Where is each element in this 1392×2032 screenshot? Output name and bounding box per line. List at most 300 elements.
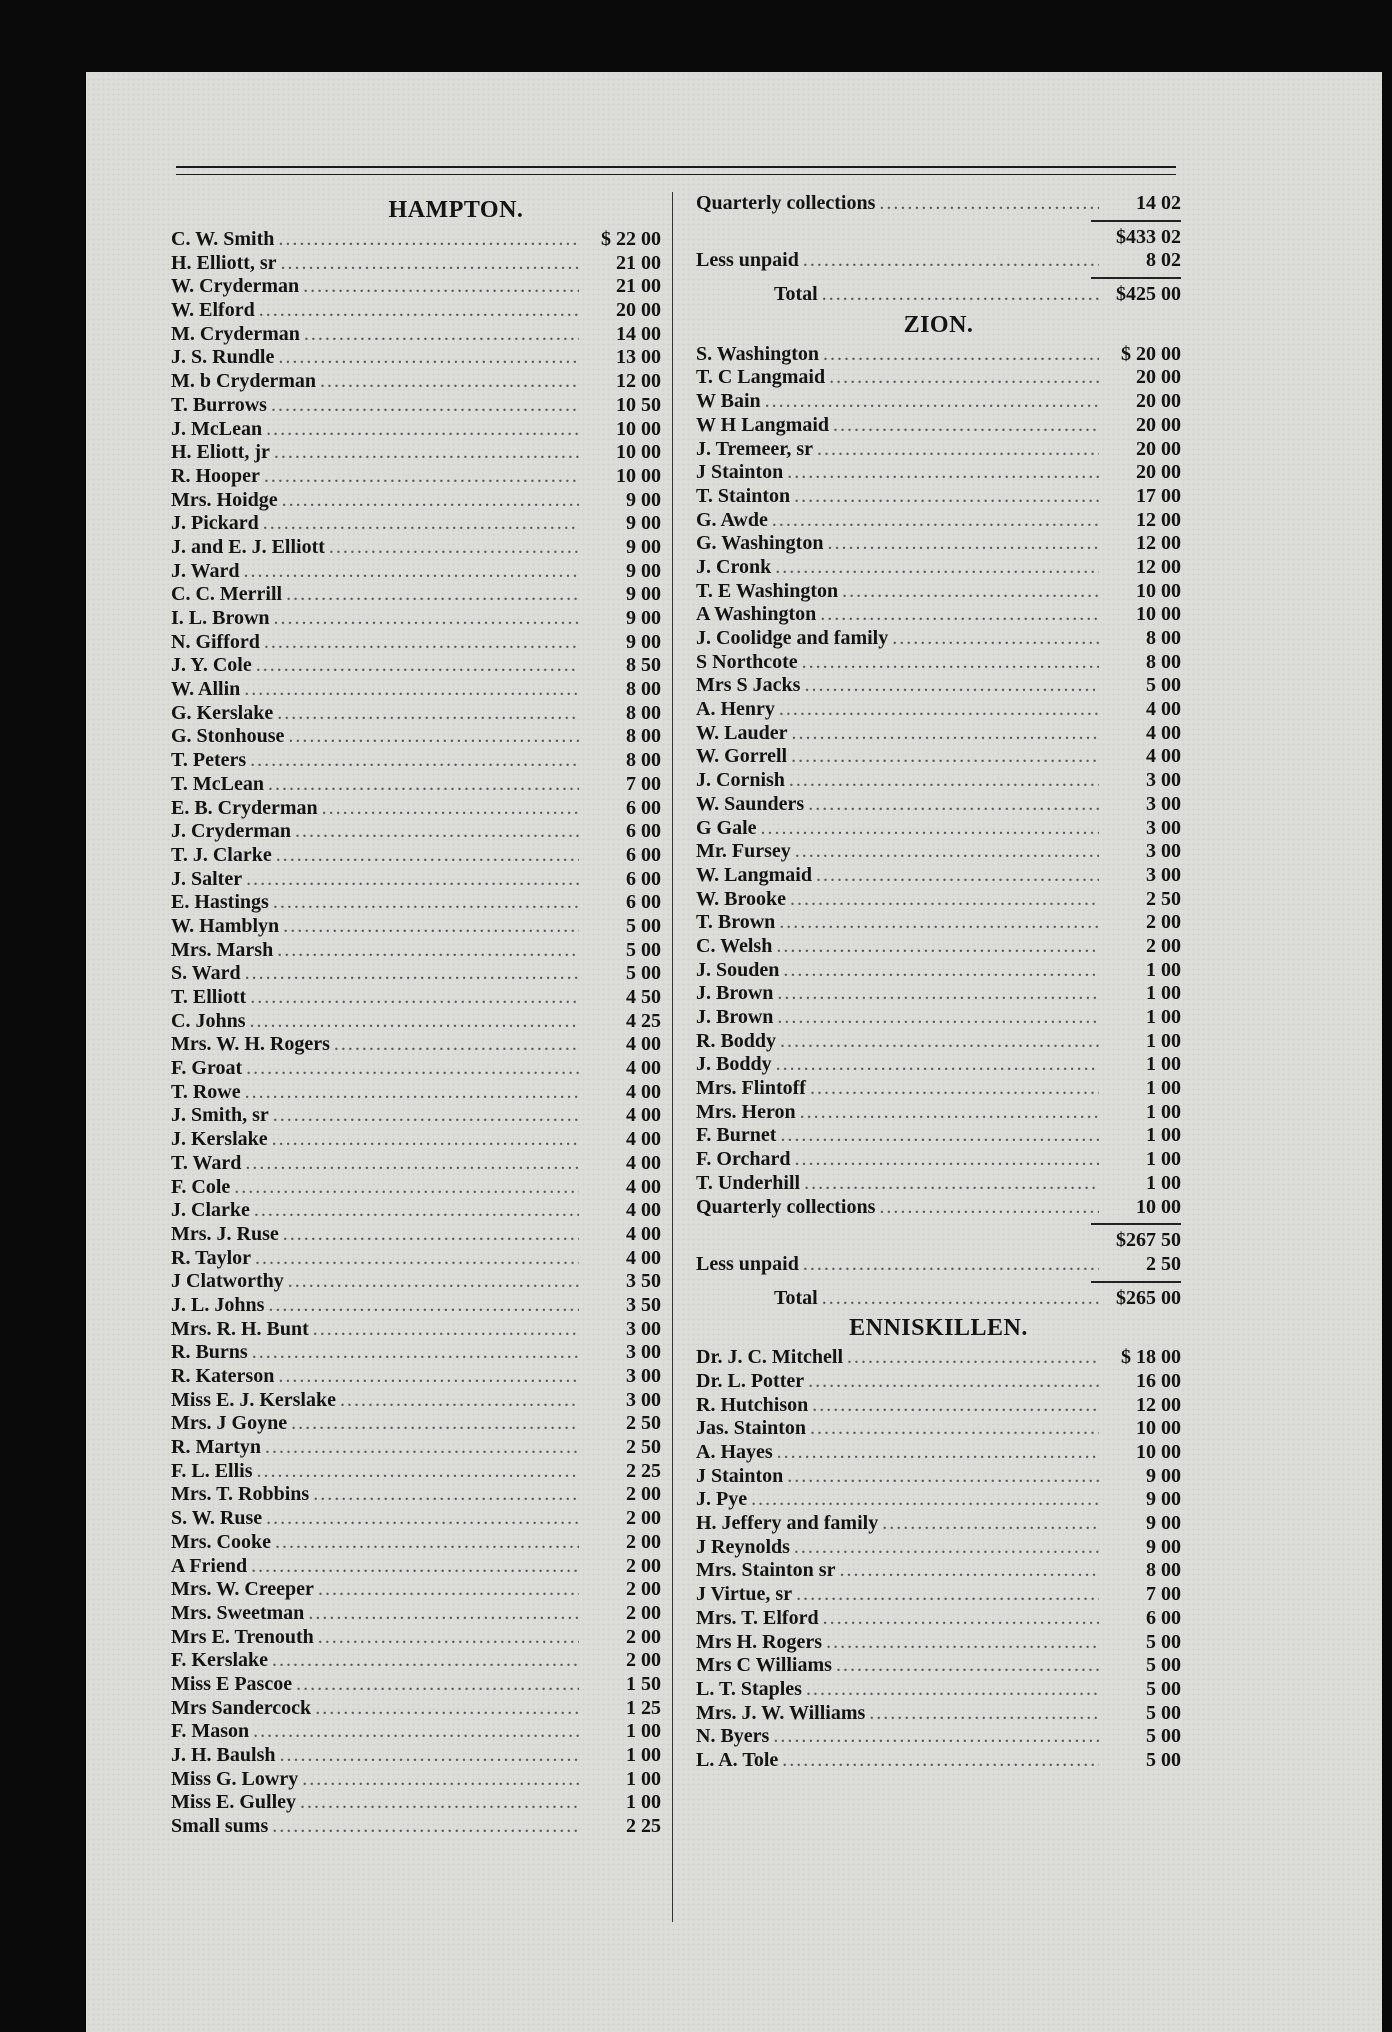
leader-dots <box>257 1460 579 1483</box>
row-name: R. Hooper <box>171 464 260 487</box>
sum-rule <box>1091 277 1181 279</box>
row-name: M. Cryderman <box>171 322 300 345</box>
row-amount: 10 00 <box>1136 603 1181 626</box>
row-amount: 2 00 <box>626 1554 661 1577</box>
subscriber-row <box>696 1702 1181 1726</box>
subscriber-row <box>696 1631 1181 1655</box>
row-amount: 4 00 <box>626 1128 661 1151</box>
subscriber-row <box>696 343 1181 367</box>
row-amount: 1 00 <box>1146 1124 1181 1147</box>
subscriber-row <box>696 1006 1181 1030</box>
hampton-less-unpaid-row <box>696 249 1181 273</box>
row-amount: 3 00 <box>1146 863 1181 886</box>
leader-dots <box>772 509 1099 532</box>
leader-dots <box>340 1389 579 1412</box>
total-label: Total <box>774 283 818 306</box>
row-name: J. Clarke <box>171 1199 250 1222</box>
row-name: F. Mason <box>171 1720 250 1743</box>
row-amount: 8 00 <box>626 678 661 701</box>
subscriber-row <box>171 489 661 513</box>
subscriber-row <box>171 868 661 892</box>
subscriber-row <box>696 580 1181 604</box>
subscriber-row <box>696 414 1181 438</box>
leader-dots <box>272 1128 579 1151</box>
leader-dots <box>334 1033 579 1056</box>
leader-dots <box>803 249 1099 272</box>
row-name: T. J. Clarke <box>171 843 272 866</box>
leader-dots <box>827 532 1099 555</box>
leader-dots <box>266 1507 579 1530</box>
row-amount: 4 25 <box>626 1009 661 1032</box>
leader-dots <box>246 868 579 891</box>
subscriber-row <box>696 556 1181 580</box>
leader-dots <box>892 627 1099 650</box>
leader-dots <box>234 1176 579 1199</box>
leader-dots <box>804 674 1099 697</box>
row-name: Miss E Pascoe <box>171 1672 293 1695</box>
leader-dots <box>288 1270 579 1293</box>
row-name: A. Hayes <box>696 1441 773 1463</box>
total-amount: $265 00 <box>1116 1286 1181 1309</box>
subscriber-row <box>171 394 661 418</box>
subscriber-row <box>171 678 661 702</box>
subtotal-amount: $267 50 <box>1116 1229 1181 1252</box>
row-amount: 12 00 <box>1136 508 1181 531</box>
leader-dots <box>274 607 579 630</box>
row-amount: 4 00 <box>626 1057 661 1080</box>
subscriber-row <box>171 725 661 749</box>
row-name: T. Stainton <box>696 484 791 507</box>
row-name: R. Taylor <box>171 1246 252 1269</box>
leader-dots <box>777 1006 1099 1029</box>
subscriber-row <box>171 1152 661 1176</box>
leader-dots <box>816 864 1099 887</box>
row-name: Dr. L. Potter <box>696 1369 805 1392</box>
row-amount: 2 00 <box>1146 934 1181 957</box>
row-name: L. A. Tole <box>696 1748 779 1771</box>
row-amount: 2 50 <box>626 1412 661 1435</box>
total-amount: $425 00 <box>1116 283 1181 306</box>
row-name: S. Washington <box>696 342 820 365</box>
row-amount: 6 00 <box>626 891 661 914</box>
leader-dots <box>794 485 1099 508</box>
subscriber-row <box>171 1531 661 1555</box>
leader-dots <box>282 489 579 512</box>
leader-dots <box>302 1768 579 1791</box>
row-name: J. Ward <box>171 559 240 582</box>
row-amount: 2 00 <box>626 1625 661 1648</box>
row-amount: 5 00 <box>626 962 661 985</box>
subscriber-row <box>171 1626 661 1650</box>
row-amount: 3 50 <box>626 1293 661 1316</box>
leader-dots <box>252 1341 579 1364</box>
subscriber-row <box>696 769 1181 793</box>
subscriber-row <box>171 1673 661 1697</box>
row-amount: 1 00 <box>626 1767 661 1790</box>
row-name: F. Groat <box>171 1057 243 1080</box>
row-amount: 3 50 <box>626 1270 661 1293</box>
leader-dots <box>251 1555 579 1578</box>
leader-dots <box>780 1030 1099 1053</box>
row-amount: 5 00 <box>1146 1654 1181 1677</box>
row-name: Dr. J. C. Mitchell <box>696 1346 844 1369</box>
row-amount: 4 00 <box>626 1033 661 1056</box>
row-name: Mrs Sandercock <box>171 1696 312 1719</box>
subscriber-row <box>696 1053 1181 1077</box>
row-amount: 21 00 <box>616 275 661 298</box>
subscriber-row <box>696 959 1181 983</box>
subscriber-row <box>696 745 1181 769</box>
row-amount: 8 50 <box>626 654 661 677</box>
subscriber-row <box>696 1654 1181 1678</box>
row-amount: 5 00 <box>1146 674 1181 697</box>
subscriber-row <box>171 915 661 939</box>
row-amount: 12 00 <box>616 370 661 393</box>
subscriber-row <box>171 583 661 607</box>
subscriber-row <box>171 418 661 442</box>
row-amount: 21 00 <box>616 251 661 274</box>
total-label: Total <box>774 1286 818 1309</box>
subscriber-row <box>171 299 661 323</box>
leader-dots <box>245 1081 579 1104</box>
subscriber-row <box>696 1417 1181 1441</box>
subscriber-row <box>171 275 661 299</box>
row-name: T. Rowe <box>171 1080 241 1103</box>
row-amount: 10 00 <box>616 417 661 440</box>
subscriber-row <box>171 346 661 370</box>
row-amount: 4 00 <box>626 1151 661 1174</box>
leader-dots <box>259 299 579 322</box>
section-heading-enniskillen: ENNISKILLEN. <box>849 1315 1028 1342</box>
subscriber-row <box>696 1030 1181 1054</box>
row-name: S. W. Ruse <box>171 1507 263 1530</box>
row-name: J. Salter <box>171 867 243 890</box>
subscriber-row <box>696 888 1181 912</box>
row-name: F. Kerslake <box>171 1649 269 1672</box>
subscriber-row <box>171 560 661 584</box>
subscriber-row <box>696 911 1181 935</box>
leader-dots <box>826 1631 1099 1654</box>
subscriber-row <box>696 1512 1181 1536</box>
leader-dots <box>313 1318 579 1341</box>
leader-dots <box>278 346 579 369</box>
subscriber-row <box>696 1148 1181 1172</box>
row-amount: 17 00 <box>1136 484 1181 507</box>
row-name: J. Pye <box>696 1488 748 1511</box>
row-name: J. Smith, sr <box>171 1104 269 1127</box>
row-amount: 4 00 <box>626 1104 661 1127</box>
row-name: W. Saunders <box>696 792 805 815</box>
row-name: M. b Cryderman <box>171 370 316 393</box>
leader-dots <box>245 1152 579 1175</box>
leader-dots <box>783 959 1099 982</box>
row-amount: 20 00 <box>1136 413 1181 436</box>
leader-dots <box>817 438 1099 461</box>
subscriber-row <box>171 1507 661 1531</box>
leader-dots <box>320 370 579 393</box>
row-amount: 1 00 <box>626 1720 661 1743</box>
row-amount: 10 00 <box>1136 1195 1181 1218</box>
subscriber-row <box>696 698 1181 722</box>
subscriber-row <box>696 722 1181 746</box>
row-amount: 6 00 <box>626 843 661 866</box>
subscriber-row <box>696 366 1181 390</box>
row-name: C. Johns <box>171 1009 246 1032</box>
row-amount: 7 00 <box>626 772 661 795</box>
row-name: Mrs. J. Ruse <box>171 1222 279 1245</box>
row-amount: 9 00 <box>1146 1512 1181 1535</box>
row-name: Mrs. Heron <box>696 1100 796 1123</box>
row-name: G. Stonhouse <box>171 725 285 748</box>
row-amount: 3 00 <box>1146 840 1181 863</box>
subscriber-row <box>696 485 1181 509</box>
row-name: W. Hamblyn <box>171 914 280 937</box>
row-name: C. C. Merrill <box>171 583 283 606</box>
hampton-list <box>171 228 661 1839</box>
row-amount: 4 50 <box>626 986 661 1008</box>
subscriber-row <box>696 1370 1181 1394</box>
row-name: G Gale <box>696 816 757 839</box>
row-name: W. Gorrell <box>696 745 788 768</box>
row-amount: 6 00 <box>626 867 661 890</box>
subscriber-row <box>171 1412 661 1436</box>
leader-dots <box>789 769 1099 792</box>
leader-dots <box>283 915 579 938</box>
leader-dots <box>803 1253 1099 1276</box>
leader-dots <box>751 1488 1099 1511</box>
row-amount: 5 00 <box>1146 1701 1181 1724</box>
row-amount: 4 00 <box>626 1080 661 1103</box>
subscriber-row <box>696 840 1181 864</box>
leader-dots <box>773 1725 1099 1748</box>
row-amount: 9 00 <box>626 559 661 582</box>
leader-dots <box>879 1196 1099 1219</box>
row-amount: 1 00 <box>626 1744 661 1766</box>
leader-dots <box>244 678 579 701</box>
section-heading-zion: ZION. <box>903 311 974 338</box>
row-amount: 1 00 <box>1146 1077 1181 1100</box>
sum-rule <box>1091 1281 1181 1283</box>
row-name: H. Jeffery and family <box>696 1512 879 1535</box>
row-amount: 8 00 <box>626 701 661 724</box>
row-name: Quarterly collections <box>696 1195 876 1218</box>
subscriber-row <box>171 1483 661 1507</box>
row-amount: 14 00 <box>616 322 661 345</box>
row-amount: 2 00 <box>626 1601 661 1624</box>
leader-dots <box>273 891 579 914</box>
leader-dots <box>273 1104 579 1127</box>
subscriber-row <box>171 1768 661 1792</box>
row-amount: 9 00 <box>626 535 661 558</box>
row-name: J. Cronk <box>696 555 772 578</box>
row-name: J. Cryderman <box>171 820 291 843</box>
row-name: I. L. Brown <box>171 607 270 629</box>
leader-dots <box>272 1815 579 1838</box>
row-amount: 6 00 <box>1146 1606 1181 1629</box>
row-name: J. Souden <box>696 958 780 981</box>
subscriber-row <box>171 1247 661 1271</box>
subscriber-row <box>171 631 661 655</box>
row-amount: 3 00 <box>1146 769 1181 792</box>
row-name: T. E Washington <box>696 579 839 602</box>
subscriber-row <box>696 674 1181 698</box>
subscriber-row <box>696 1196 1181 1220</box>
sum-rule <box>1091 220 1181 222</box>
row-name: Jas. Stainton <box>696 1417 807 1440</box>
row-name: H. Eliott, jr <box>171 441 270 464</box>
row-name: G. Washington <box>696 532 824 555</box>
less-unpaid-label: Less unpaid <box>696 249 799 272</box>
subscriber-row <box>696 1583 1181 1607</box>
row-amount: 20 00 <box>1136 461 1181 484</box>
row-name: J. L. Johns <box>171 1293 265 1316</box>
subscriber-row <box>696 438 1181 462</box>
subscriber-row <box>171 1294 661 1318</box>
row-amount: 8 00 <box>1146 627 1181 649</box>
row-name: Small sums <box>171 1815 269 1838</box>
row-amount: 12 00 <box>1136 555 1181 578</box>
leader-dots <box>277 939 579 962</box>
leader-dots <box>829 366 1099 389</box>
leader-dots <box>268 773 579 796</box>
leader-dots <box>313 1483 579 1506</box>
row-name: E. B. Cryderman <box>171 796 318 819</box>
row-amount: $ 18 00 <box>1121 1346 1181 1369</box>
row-amount: 10 00 <box>1136 1417 1181 1440</box>
row-amount: 8 00 <box>626 749 661 772</box>
row-name: T. Elliott <box>171 986 247 1008</box>
leader-dots <box>847 1346 1099 1369</box>
row-name: R. Hutchison <box>696 1393 809 1416</box>
row-name: J Virtue, sr <box>696 1583 793 1606</box>
hampton-subtotal-row <box>696 226 1181 250</box>
row-name: R. Boddy <box>696 1029 777 1052</box>
leader-dots <box>275 1531 579 1554</box>
leader-dots <box>244 560 579 583</box>
row-amount: 9 00 <box>1146 1488 1181 1511</box>
less-unpaid-amount: 2 50 <box>1146 1252 1181 1275</box>
leader-dots <box>318 1626 579 1649</box>
row-name: G. Awde <box>696 508 768 531</box>
row-name: Mrs. T. Robbins <box>171 1483 310 1506</box>
row-name: Mrs. Cooke <box>171 1530 271 1553</box>
subscriber-row <box>171 1199 661 1223</box>
leader-dots <box>823 1607 1099 1630</box>
row-amount: 8 00 <box>1146 1559 1181 1582</box>
subscriber-row <box>171 1057 661 1081</box>
subscriber-row <box>171 1033 661 1057</box>
row-name: T. Ward <box>171 1151 242 1174</box>
row-name: J Stainton <box>696 461 784 484</box>
leader-dots <box>246 1057 579 1080</box>
row-name: R. Burns <box>171 1341 248 1364</box>
leader-dots <box>795 840 1099 863</box>
row-amount: 1 25 <box>626 1696 661 1719</box>
leader-dots <box>308 1602 579 1625</box>
left-column <box>171 192 661 1839</box>
row-name: W H Langmaid <box>696 413 829 436</box>
row-amount: 4 00 <box>626 1199 661 1222</box>
row-name: J Stainton <box>696 1464 784 1487</box>
row-name: J. Brown <box>696 982 774 1005</box>
leader-dots <box>278 228 579 251</box>
less-unpaid-label: Less unpaid <box>696 1252 799 1275</box>
row-name: A Washington <box>696 603 817 626</box>
row-amount: 3 00 <box>1146 792 1181 815</box>
right-column <box>696 192 1181 1773</box>
row-amount: 2 00 <box>1146 911 1181 934</box>
row-name: Quarterly collections <box>696 192 876 214</box>
row-amount: 1 00 <box>1146 958 1181 981</box>
leader-dots <box>802 651 1099 674</box>
leader-dots <box>295 820 579 843</box>
row-amount: 9 00 <box>1146 1464 1181 1487</box>
row-name: C. W. Smith <box>171 228 275 250</box>
subscriber-row <box>696 532 1181 556</box>
subscriber-row <box>171 773 661 797</box>
row-name: W. Allin <box>171 678 241 701</box>
row-amount: 9 00 <box>626 630 661 653</box>
less-unpaid-amount: 8 02 <box>1146 249 1181 272</box>
leader-dots <box>822 283 1099 306</box>
row-amount: 20 00 <box>1136 366 1181 389</box>
leader-dots <box>245 962 579 985</box>
subscriber-row <box>171 1720 661 1744</box>
row-amount: 10 00 <box>616 464 661 487</box>
row-amount: 1 00 <box>1146 1053 1181 1076</box>
row-amount: 3 00 <box>1146 816 1181 839</box>
leader-dots <box>286 583 579 606</box>
leader-dots <box>279 1744 579 1767</box>
row-amount: 9 00 <box>626 583 661 606</box>
leader-dots <box>836 1654 1099 1677</box>
subscriber-row <box>171 1389 661 1413</box>
row-amount: 5 00 <box>1146 1677 1181 1700</box>
subscriber-row <box>171 465 661 489</box>
row-name: T. Brown <box>696 911 776 934</box>
subscriber-row <box>696 461 1181 485</box>
leader-dots <box>249 1010 579 1033</box>
subscriber-row <box>696 390 1181 414</box>
subscriber-row <box>171 844 661 868</box>
row-amount: 5 00 <box>626 914 661 937</box>
leader-dots <box>810 1417 1099 1440</box>
subscriber-row <box>171 1104 661 1128</box>
subscriber-row <box>171 986 661 1010</box>
row-amount: 4 00 <box>626 1246 661 1269</box>
row-name: S Northcote <box>696 650 798 673</box>
leader-dots <box>761 817 1099 840</box>
subscriber-row <box>171 1460 661 1484</box>
leader-dots <box>812 1394 1099 1417</box>
row-name: F. Burnet <box>696 1124 777 1147</box>
row-amount: 2 00 <box>626 1578 661 1601</box>
subscriber-row <box>171 512 661 536</box>
leader-dots <box>272 1649 579 1672</box>
subscriber-row <box>171 1815 661 1839</box>
subscriber-row <box>696 651 1181 675</box>
row-amount: 12 00 <box>1136 1393 1181 1416</box>
row-amount: 9 00 <box>626 607 661 629</box>
leader-dots <box>281 252 579 275</box>
leader-dots <box>254 1199 579 1222</box>
leader-dots <box>787 461 1099 484</box>
row-name: J. Kerslake <box>171 1128 268 1151</box>
row-amount: 8 00 <box>626 725 661 748</box>
leader-dots <box>790 888 1099 911</box>
subscriber-row <box>171 962 661 986</box>
row-name: H. Elliott, sr <box>171 251 277 274</box>
